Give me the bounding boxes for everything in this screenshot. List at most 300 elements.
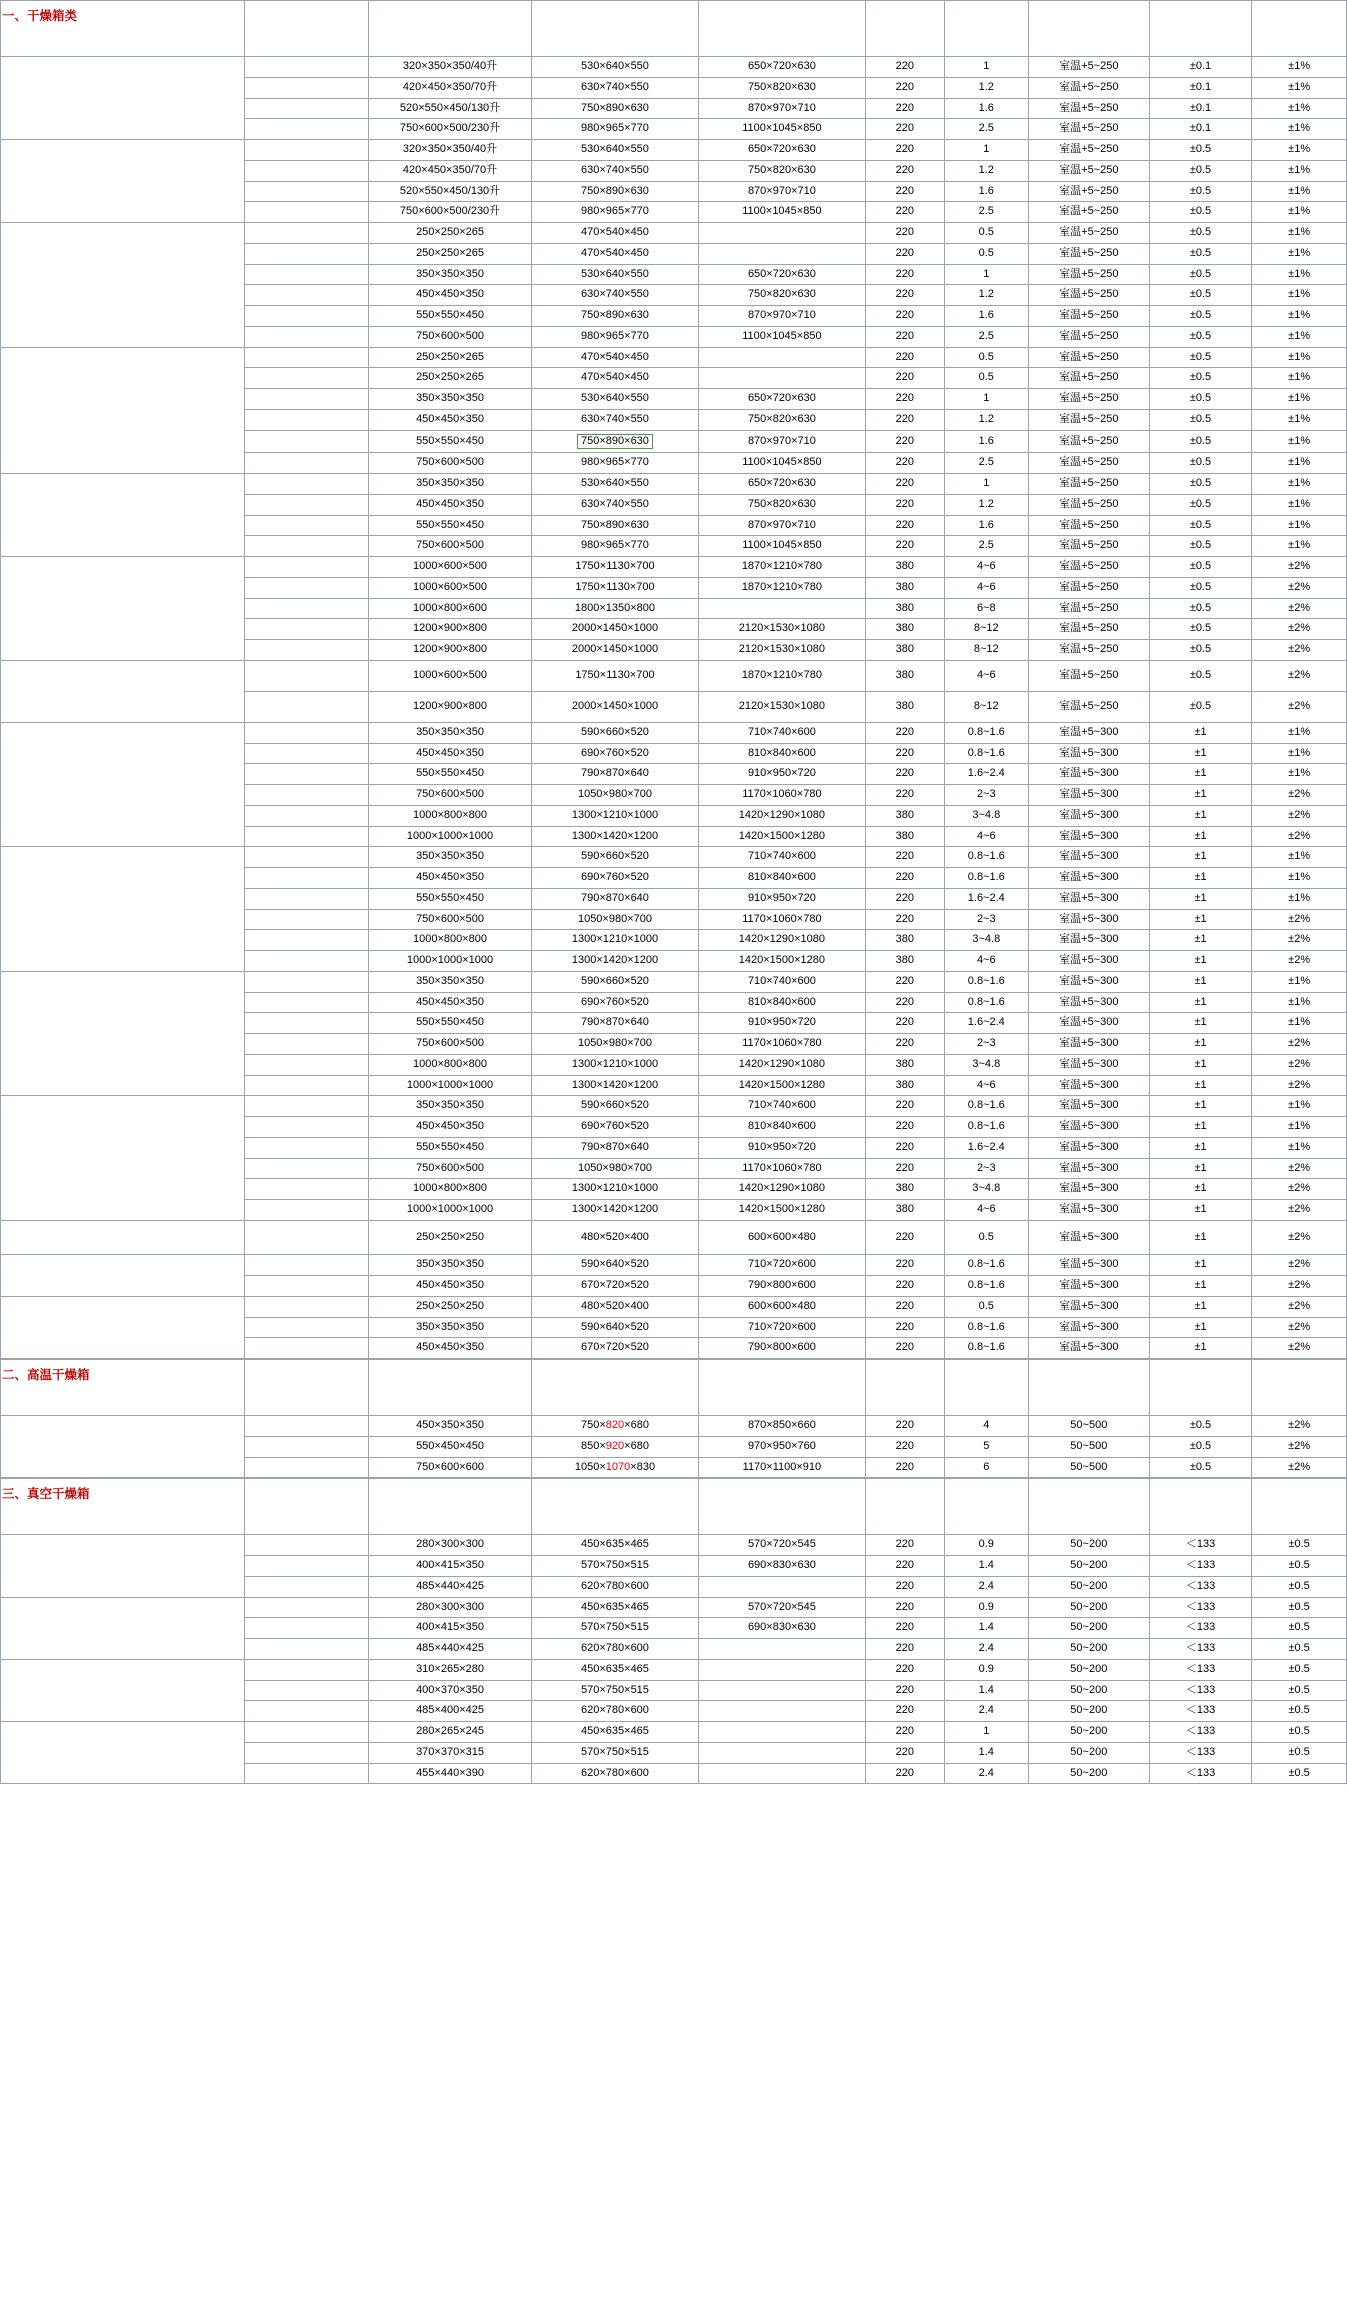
spec-cell: 50~200 — [1028, 1618, 1149, 1639]
model-cell: DHG-9130 — [245, 98, 369, 119]
spec-cell — [698, 1680, 865, 1701]
spec-cell: ±1% — [1252, 243, 1347, 264]
column-header: 包装规格MM （高×宽×深） — [698, 1360, 865, 1416]
spec-cell: 220 — [865, 347, 944, 368]
column-header: 真空度 Pa — [1149, 1479, 1252, 1535]
spec-cell: 400×370×350 — [369, 1680, 532, 1701]
spec-cell: 4~6 — [944, 1075, 1028, 1096]
spec-cell: 750×600×500/230升 — [369, 119, 532, 140]
spec-cell: 590×640×520 — [532, 1317, 699, 1338]
spec-cell: ±1 — [1149, 785, 1252, 806]
spec-cell: 220 — [865, 368, 944, 389]
spec-cell: 380 — [865, 640, 944, 661]
spec-cell: 320×350×350/40升 — [369, 57, 532, 78]
spec-cell: ±1% — [1252, 764, 1347, 785]
spec-cell: ±0.5 — [1149, 619, 1252, 640]
spec-cell: 220 — [865, 285, 944, 306]
model-cell: DZF-6090 — [245, 1576, 369, 1597]
spec-cell: 220 — [865, 1034, 944, 1055]
model-cell: KH-45A — [245, 285, 369, 306]
model-cell: KH-45AS — [245, 409, 369, 430]
spec-cell: 220 — [865, 1763, 944, 1784]
spec-cell: ±0.5 — [1149, 409, 1252, 430]
spec-cell: 590×660×520 — [532, 722, 699, 743]
spec-cell — [698, 1701, 865, 1722]
spec-cell: 50~500 — [1028, 1416, 1149, 1437]
model-cell: KH-100A — [245, 557, 369, 578]
spec-cell: 室温+5~250 — [1028, 389, 1149, 410]
spec-cell: ±1 — [1149, 764, 1252, 785]
spec-cell: ±0.5 — [1149, 453, 1252, 474]
spec-cell: 2.4 — [944, 1639, 1028, 1660]
spec-cell: 380 — [865, 826, 944, 847]
spec-cell: ＜133 — [1149, 1680, 1252, 1701]
spec-cell: 220 — [865, 430, 944, 453]
spec-cell: 1000×800×800 — [369, 1054, 532, 1075]
spec-cell: 1300×1420×1200 — [532, 951, 699, 972]
column-header: 型号 — [245, 1360, 369, 1416]
column-header: 功率 KW — [944, 1479, 1028, 1535]
spec-cell: 220 — [865, 1722, 944, 1743]
spec-cell: ±0.5 — [1252, 1576, 1347, 1597]
spec-cell: 790×870×640 — [532, 1013, 699, 1034]
spec-cell: 8~12 — [944, 640, 1028, 661]
spec-cell: 750×600×500 — [369, 453, 532, 474]
model-cell: KH-55A — [245, 306, 369, 327]
table-row — [1, 660, 1347, 691]
spec-cell: 400×415×350 — [369, 1556, 532, 1577]
spec-cell: 1300×1210×1000 — [532, 930, 699, 951]
spec-cell: 220 — [865, 306, 944, 327]
spec-cell: 350×350×350 — [369, 1096, 532, 1117]
section-tag: 二、高温干燥箱 — [2, 1368, 90, 1382]
spec-cell: 220 — [865, 1597, 944, 1618]
spec-cell: ±1% — [1252, 1013, 1347, 1034]
spec-cell: 室温+5~250 — [1028, 98, 1149, 119]
spec-cell: ±1 — [1149, 722, 1252, 743]
spec-cell: 870×970×710 — [698, 430, 865, 453]
spec-cell: 650×720×630 — [698, 264, 865, 285]
spec-cell: 1170×1100×910 — [698, 1457, 865, 1478]
spec-cell: ±0.5 — [1149, 515, 1252, 536]
table-row — [1, 474, 1347, 495]
spec-cell: 室温+5~250 — [1028, 598, 1149, 619]
spec-cell: ±1% — [1252, 992, 1347, 1013]
spec-cell: 0.5 — [944, 347, 1028, 368]
spec-cell: 220 — [865, 1639, 944, 1660]
spec-cell: 3~4.8 — [944, 1054, 1028, 1075]
spec-cell: 室温+5~300 — [1028, 951, 1149, 972]
spec-cell: 3~4.8 — [944, 805, 1028, 826]
spec-cell: 670×720×520 — [532, 1276, 699, 1297]
spec-cell: 1000×600×500 — [369, 557, 532, 578]
spec-cell: ±0.5 — [1252, 1597, 1347, 1618]
spec-cell: 1000×600×500 — [369, 660, 532, 691]
spec-cell: 0.9 — [944, 1597, 1028, 1618]
model-cell: DZF-6020 — [245, 1535, 369, 1556]
spec-cell: 220 — [865, 536, 944, 557]
spec-cell: 280×300×300 — [369, 1597, 532, 1618]
spec-cell: 420×450×350/70升 — [369, 77, 532, 98]
spec-cell: 220 — [865, 474, 944, 495]
spec-cell: 810×840×600 — [698, 743, 865, 764]
spec-cell — [698, 598, 865, 619]
spec-cell: ±1 — [1149, 1117, 1252, 1138]
spec-cell: 0.5 — [944, 1220, 1028, 1255]
product-group-name: 指钟电热鼓风干燥箱 （不锈钢内胆） （等级★★★） — [1, 847, 245, 972]
spec-cell: ±1 — [1149, 1179, 1252, 1200]
spec-cell: 910×950×720 — [698, 1013, 865, 1034]
spec-cell: 450×450×350 — [369, 743, 532, 764]
spec-cell: 750×600×500 — [369, 785, 532, 806]
model-cell: KH-75T — [245, 536, 369, 557]
spec-cell: 350×350×350 — [369, 474, 532, 495]
spec-cell: 650×720×630 — [698, 140, 865, 161]
spec-cell: 220 — [865, 1680, 944, 1701]
model-cell: 101-3S — [245, 909, 369, 930]
model-cell: 202-0A — [245, 1317, 369, 1338]
model-cell: 101-4AS — [245, 1179, 369, 1200]
spec-cell: ±1% — [1252, 868, 1347, 889]
spec-cell: 50~200 — [1028, 1639, 1149, 1660]
spec-cell: 1.4 — [944, 1556, 1028, 1577]
spec-cell: 220 — [865, 847, 944, 868]
section-1 — [0, 1359, 1347, 1478]
spec-cell: ±1 — [1149, 909, 1252, 930]
product-group-name: 数显工业运风式 干燥箱（不锈钢内胆·带 定时） （等级★★★★） — [1, 557, 245, 661]
spec-cell: 620×780×600 — [532, 1701, 699, 1722]
spec-cell: 0.5 — [944, 243, 1028, 264]
spec-cell: ±1% — [1252, 1137, 1347, 1158]
spec-cell: 280×265×245 — [369, 1722, 532, 1743]
spec-cell — [532, 430, 699, 453]
spec-cell: 630×740×550 — [532, 160, 699, 181]
spec-cell: 2000×1450×1000 — [532, 619, 699, 640]
model-cell: 101-4A — [245, 1054, 369, 1075]
spec-cell: 750×820×630 — [698, 409, 865, 430]
spec-cell: 600×600×480 — [698, 1220, 865, 1255]
spec-cell: 250×250×265 — [369, 347, 532, 368]
spec-cell: ±2% — [1252, 691, 1347, 722]
spec-cell: ＜133 — [1149, 1597, 1252, 1618]
spec-cell: 1420×1500×1280 — [698, 1075, 865, 1096]
model-cell: 101-5S — [245, 951, 369, 972]
spec-cell: ±1 — [1149, 1013, 1252, 1034]
spec-cell: 室温+5~250 — [1028, 453, 1149, 474]
spec-cell: ±1% — [1252, 306, 1347, 327]
spec-cell: ±0.5 — [1252, 1659, 1347, 1680]
spec-cell: 220 — [865, 743, 944, 764]
spec-cell: 750×600×500 — [369, 1034, 532, 1055]
column-header: 功率 KW — [944, 1360, 1028, 1416]
model-cell: KH-75AS — [245, 453, 369, 474]
table-row — [1, 140, 1347, 161]
spec-cell: 450×450×350 — [369, 1338, 532, 1359]
spec-cell: 1 — [944, 57, 1028, 78]
model-cell: KH-120C — [245, 640, 369, 661]
model-cell: XCT-0AS — [245, 1416, 369, 1437]
spec-cell: ±1% — [1252, 847, 1347, 868]
model-cell: DZF-6050 — [245, 1556, 369, 1577]
spec-cell: 1100×1045×850 — [698, 453, 865, 474]
spec-cell: 1420×1290×1080 — [698, 1054, 865, 1075]
spec-cell: ±1 — [1149, 1276, 1252, 1297]
product-group-name: 真空干燥箱 （冷轧板内胆） — [1, 1535, 245, 1597]
spec-cell: 380 — [865, 598, 944, 619]
spec-cell: ±2% — [1252, 1075, 1347, 1096]
spec-cell: 710×740×600 — [698, 971, 865, 992]
spec-cell — [698, 223, 865, 244]
model-cell: 101-3AS — [245, 1158, 369, 1179]
spec-cell: ±0.5 — [1149, 202, 1252, 223]
spec-cell: ±0.5 — [1252, 1701, 1347, 1722]
model-cell: DHG-9040 — [245, 57, 369, 78]
spec-cell: 1000×1000×1000 — [369, 1200, 532, 1221]
spec-cell: 室温+5~250 — [1028, 368, 1149, 389]
model-cell: 101-0AS — [245, 1096, 369, 1117]
spec-cell: ±2% — [1252, 1034, 1347, 1055]
spec-cell: 2.4 — [944, 1576, 1028, 1597]
spec-cell: ±2% — [1252, 1255, 1347, 1276]
spec-cell: 室温+5~250 — [1028, 264, 1149, 285]
model-cell: DZF-5020S — [245, 1722, 369, 1743]
spec-cell: ±1 — [1149, 1255, 1252, 1276]
spec-cell: ±1% — [1252, 98, 1347, 119]
spec-cell: 220 — [865, 1457, 944, 1478]
spec-cell: 室温+5~250 — [1028, 119, 1149, 140]
spec-cell: 1750×1130×700 — [532, 557, 699, 578]
spec-cell: 1.6 — [944, 430, 1028, 453]
spec-cell: 690×760×520 — [532, 992, 699, 1013]
model-cell: DZF-6090S — [245, 1639, 369, 1660]
spec-cell: 室温+5~300 — [1028, 785, 1149, 806]
table-row — [1, 347, 1347, 368]
spec-cell: 1 — [944, 1722, 1028, 1743]
red-value: 1070 — [605, 1460, 631, 1473]
spec-cell: 630×740×550 — [532, 285, 699, 306]
spec-cell: 2~3 — [944, 1158, 1028, 1179]
spec-cell: 220 — [865, 264, 944, 285]
spec-cell: 1100×1045×850 — [698, 536, 865, 557]
spec-cell: ±0.5 — [1149, 243, 1252, 264]
spec-cell: 470×540×450 — [532, 368, 699, 389]
spec-cell: 1420×1500×1280 — [698, 1200, 865, 1221]
spec-cell: ±0.5 — [1252, 1742, 1347, 1763]
spec-cell: 4 — [944, 1416, 1028, 1437]
spec-cell: 870×850×660 — [698, 1416, 865, 1437]
spec-cell: 室温+5~300 — [1028, 1317, 1149, 1338]
spec-cell: ±2% — [1252, 1276, 1347, 1297]
model-cell: KH-45T — [245, 494, 369, 515]
model-cell: KH-25A — [245, 223, 369, 244]
model-cell: KH-35AS — [245, 389, 369, 410]
model-cell: 101-5 — [245, 826, 369, 847]
spec-cell: 室温+5~250 — [1028, 660, 1149, 691]
spec-cell: 710×740×600 — [698, 1096, 865, 1117]
spec-cell: ±1% — [1252, 389, 1347, 410]
table-row — [1, 971, 1347, 992]
spec-cell: 3~4.8 — [944, 930, 1028, 951]
spec-cell: 810×840×600 — [698, 1117, 865, 1138]
spec-cell: ±0.5 — [1149, 306, 1252, 327]
spec-cell: 1.4 — [944, 1680, 1028, 1701]
spec-cell: ±1% — [1252, 888, 1347, 909]
spec-cell: 2120×1530×1080 — [698, 640, 865, 661]
spec-cell: ＜133 — [1149, 1763, 1252, 1784]
spec-cell: 530×640×550 — [532, 474, 699, 495]
spec-cell: 570×750×515 — [532, 1618, 699, 1639]
spec-cell: ±0.5 — [1149, 474, 1252, 495]
spec-cell: 370×370×315 — [369, 1742, 532, 1763]
spec-cell: 530×640×550 — [532, 57, 699, 78]
model-cell: KH-55T — [245, 515, 369, 536]
spec-cell: 1000×800×600 — [369, 598, 532, 619]
model-cell: KH-75A — [245, 326, 369, 347]
spec-cell: 350×350×350 — [369, 847, 532, 868]
spec-cell: 2~3 — [944, 1034, 1028, 1055]
spec-cell: 220 — [865, 1013, 944, 1034]
spec-cell: 0.8~1.6 — [944, 992, 1028, 1013]
spec-cell: ±0.5 — [1149, 389, 1252, 410]
column-header: 型号 — [245, 1, 369, 57]
spec-cell: 280×300×300 — [369, 1535, 532, 1556]
spec-cell: 室温+5~250 — [1028, 640, 1149, 661]
spec-cell: 室温+5~250 — [1028, 536, 1149, 557]
product-group-name: 真空干燥箱 （各层板独立控温） — [1, 1659, 245, 1721]
spec-cell: 室温+5~250 — [1028, 691, 1149, 722]
spec-cell: 1050×980×700 — [532, 909, 699, 930]
model-cell: DZF-3090S — [245, 1701, 369, 1722]
spec-cell: 220 — [865, 1317, 944, 1338]
model-cell: 101-5A — [245, 1075, 369, 1096]
spec-cell: 520×550×450/130升 — [369, 181, 532, 202]
spec-cell: 50~200 — [1028, 1556, 1149, 1577]
product-group-name: 数显电热鼓风干燥箱 （不锈钢内胆） （等级★★★） — [1, 1096, 245, 1221]
spec-cell: 2.4 — [944, 1701, 1028, 1722]
spec-cell: 0.8~1.6 — [944, 743, 1028, 764]
spec-cell: 1000×800×800 — [369, 805, 532, 826]
spec-cell: 50~200 — [1028, 1680, 1149, 1701]
spec-cell: 室温+5~250 — [1028, 409, 1149, 430]
column-header: 波动度 ℃ — [1252, 1, 1347, 57]
spec-cell: 1 — [944, 140, 1028, 161]
spec-cell: 850×920×680 — [532, 1436, 699, 1457]
spec-cell: ±0.5 — [1252, 1680, 1347, 1701]
model-cell: 202-00 — [245, 1220, 369, 1255]
spec-cell: 630×740×550 — [532, 409, 699, 430]
spec-cell: 220 — [865, 1276, 944, 1297]
spec-cell: ±1% — [1252, 368, 1347, 389]
spec-cell: 2120×1530×1080 — [698, 691, 865, 722]
model-cell: 101-1 — [245, 743, 369, 764]
product-group-name: KH-T型全不锈钢数显鼓 风干燥箱（带定时） （等级★★★★） — [1, 474, 245, 557]
column-header: 工作室规格MM/容量 （高×宽×深）/升 — [369, 1, 532, 57]
spec-cell: ±2% — [1252, 805, 1347, 826]
spec-cell: 0.8~1.6 — [944, 722, 1028, 743]
red-value: 820 — [605, 1419, 625, 1431]
spec-cell: 980×965×770 — [532, 326, 699, 347]
product-group-name: 数显电热鼓风干燥箱 （镀锌钢内胆） （等级★★★） — [1, 971, 245, 1096]
spec-cell: 室温+5~300 — [1028, 1054, 1149, 1075]
spec-cell: 室温+5~250 — [1028, 619, 1149, 640]
spec-cell: 室温+5~300 — [1028, 1034, 1149, 1055]
spec-cell: 750×600×500/230升 — [369, 202, 532, 223]
model-cell: 101-3A — [245, 1034, 369, 1055]
spec-cell: ±1 — [1149, 1158, 1252, 1179]
spec-cell: ±0.5 — [1149, 285, 1252, 306]
model-cell: DZF-5050S — [245, 1742, 369, 1763]
product-group-name: 指针式电热鼓风干燥箱 （镀锌板内胆） （等级★★★） — [1, 722, 245, 847]
table-row — [1, 1659, 1347, 1680]
spec-cell: 1 — [944, 474, 1028, 495]
spec-cell: 50~500 — [1028, 1436, 1149, 1457]
spec-cell: 220 — [865, 1416, 944, 1437]
column-header-product-name: 产品名称 — [1, 1360, 245, 1416]
spec-cell: ±1% — [1252, 223, 1347, 244]
spec-cell: 550×450×450 — [369, 1436, 532, 1457]
spec-cell: 220 — [865, 971, 944, 992]
spec-cell: ±2% — [1252, 660, 1347, 691]
spec-cell: ±0.5 — [1149, 577, 1252, 598]
spec-cell: ±0.5 — [1149, 368, 1252, 389]
spec-cell: 220 — [865, 785, 944, 806]
table-row — [1, 1416, 1347, 1437]
spec-cell — [698, 1742, 865, 1763]
column-header: 电压 V — [865, 1, 944, 57]
model-cell: KH-35A — [245, 264, 369, 285]
spec-cell: ±0.5 — [1252, 1535, 1347, 1556]
spec-cell: 8~12 — [944, 691, 1028, 722]
spec-cell: 750×890×630 — [532, 98, 699, 119]
spec-cell: 2.5 — [944, 119, 1028, 140]
spec-cell: ±1 — [1149, 1317, 1252, 1338]
model-cell: DHG-9070C — [245, 160, 369, 181]
spec-cell: 1000×1000×1000 — [369, 826, 532, 847]
spec-cell: 1.2 — [944, 409, 1028, 430]
spec-cell: 1000×1000×1000 — [369, 1075, 532, 1096]
spec-cell: 1200×900×800 — [369, 619, 532, 640]
spec-cell: ±1 — [1149, 930, 1252, 951]
spec-cell: ±2% — [1252, 640, 1347, 661]
spec-cell: 1870×1210×780 — [698, 577, 865, 598]
spec-cell: 220 — [865, 868, 944, 889]
column-header: 精确度 ℃ — [1149, 1360, 1252, 1416]
spec-cell: 室温+5~300 — [1028, 909, 1149, 930]
spec-cell: 220 — [865, 389, 944, 410]
spec-cell: 220 — [865, 98, 944, 119]
spec-cell: ±1% — [1252, 453, 1347, 474]
spec-cell: 50~200 — [1028, 1763, 1149, 1784]
spec-cell: 250×250×265 — [369, 223, 532, 244]
spec-cell: 室温+5~300 — [1028, 1296, 1149, 1317]
spec-cell: ±1 — [1149, 1075, 1252, 1096]
spec-cell: 380 — [865, 557, 944, 578]
spec-cell: 380 — [865, 619, 944, 640]
spec-cell: 220 — [865, 409, 944, 430]
spec-cell: 1750×1130×700 — [532, 660, 699, 691]
spec-cell: ±1% — [1252, 347, 1347, 368]
spec-cell: 250×250×265 — [369, 368, 532, 389]
spec-cell: 530×640×550 — [532, 389, 699, 410]
spec-cell: 1800×1350×800 — [532, 598, 699, 619]
spec-cell: ±1 — [1149, 1200, 1252, 1221]
column-header: 精确度 ℃ — [1252, 1479, 1347, 1535]
spec-cell: 1000×1000×1000 — [369, 951, 532, 972]
model-cell: KH-100C — [245, 577, 369, 598]
spec-cell: ±1% — [1252, 77, 1347, 98]
spec-cell: ±2% — [1252, 1179, 1347, 1200]
spec-cell: 1.6 — [944, 306, 1028, 327]
